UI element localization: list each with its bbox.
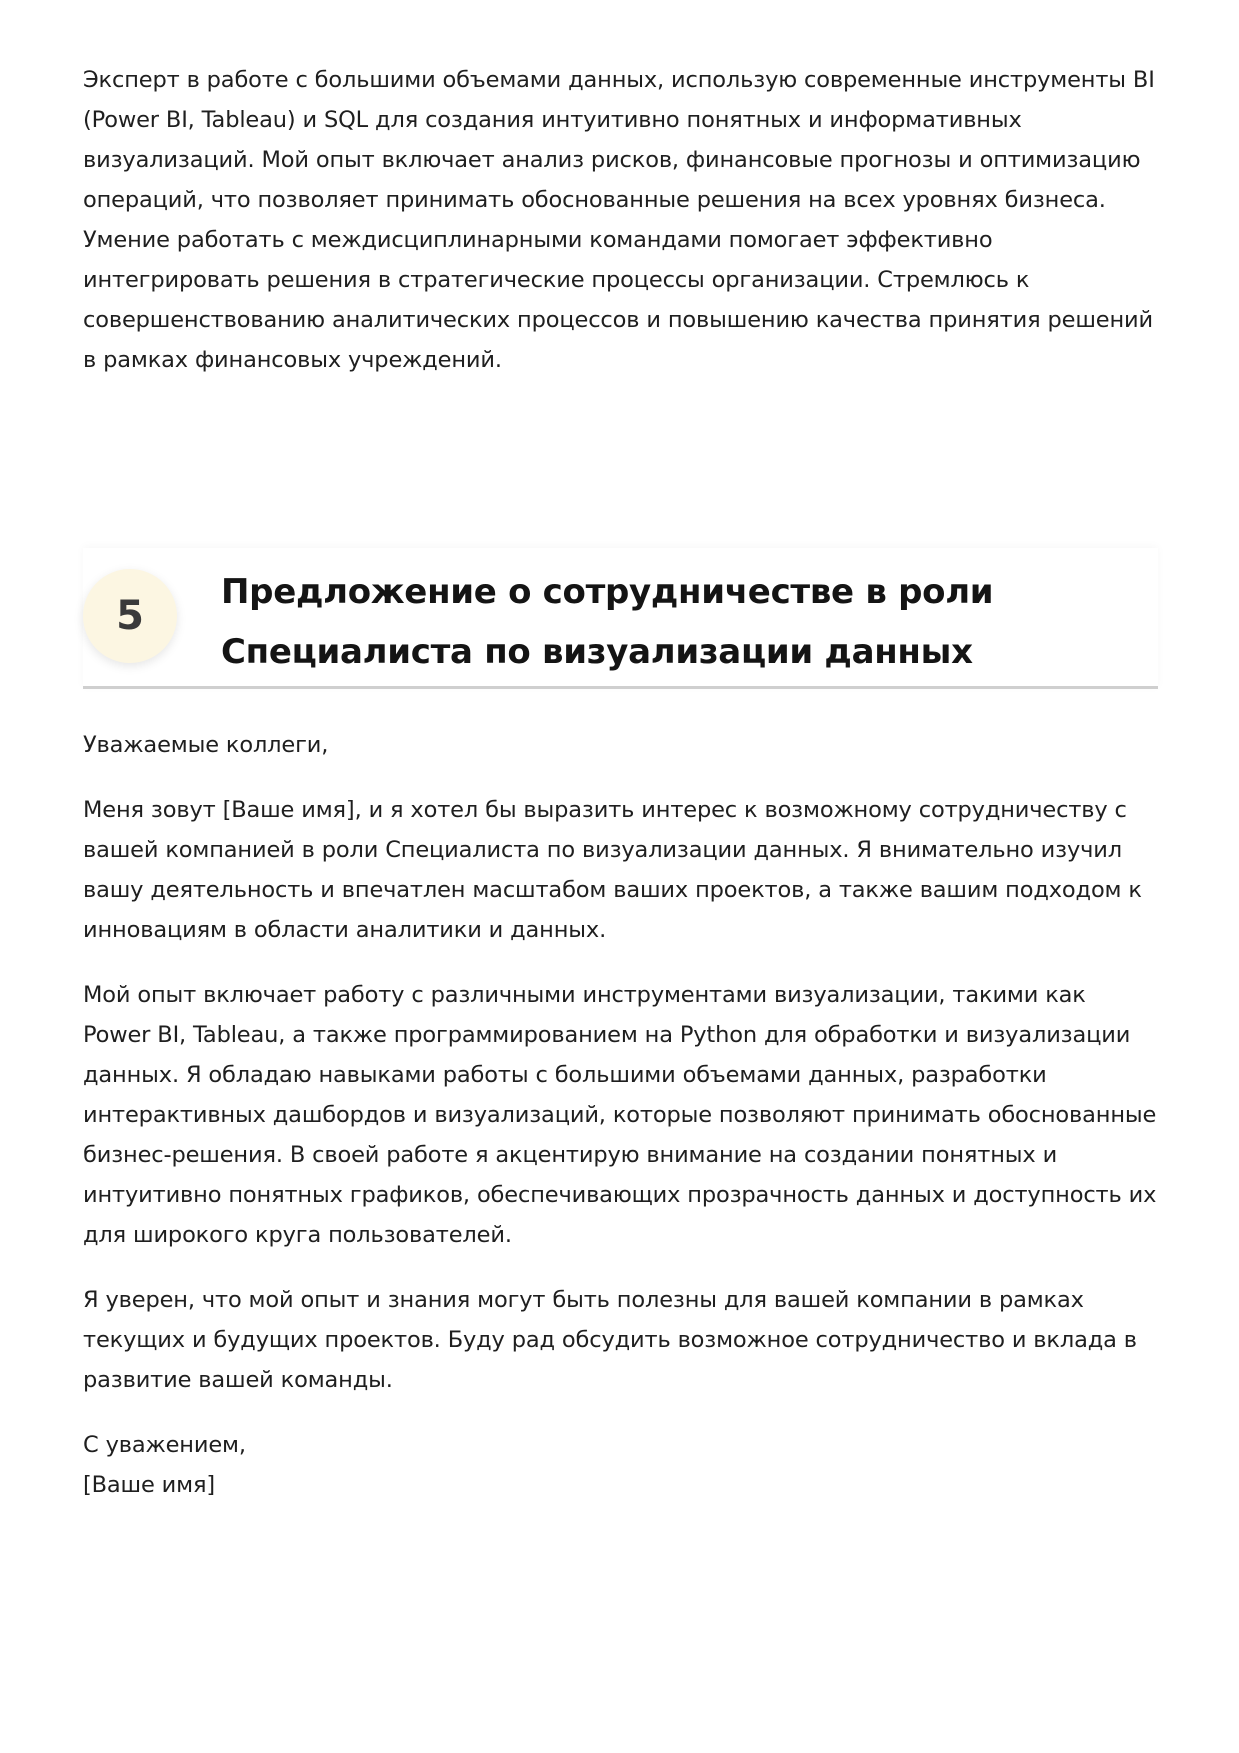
letter-paragraph: Меня зовут [Ваше имя], и я хотел бы выразить интерес к возможному сотрудничеству с вашей компанией в роли Специалиста по визуализации данных. Я внимательно изучил вашу деятельность и впечатлен масштабом ваших проектов, а также вашим подходом к инновациям в области аналитики и данных.: [83, 797, 1142, 943]
letter-greeting: Уважаемые коллеги,: [83, 732, 329, 758]
section-number-badge: 5: [83, 569, 177, 663]
letter-paragraph: Я уверен, что мой опыт и знания могут быть полезны для вашей компании в рамках текущих и будущих проектов. Буду рад обсудить возможное сотрудничество и вклада в развитие вашей команды.: [83, 1287, 1137, 1393]
intro-paragraph: Эксперт в работе с большими объемами данных, использую современные инструменты BI (Power BI, Tableau) и SQL для создания интуитивно понятных и информативных визуализаций. Мой опыт включает анализ рисков, финансовые прогнозы и оптимизацию операций, что позволяет принимать обоснованные решения на всех уровнях бизнеса. Умение работать с междисциплинарными командами помогает эффективно интегрировать решения в стратегические процессы организации. Стремлюсь к совершенствованию аналитических процессов и повышению качества принятия решений в рамках финансовых учреждений.: [83, 67, 1155, 373]
section-header: [83, 548, 1158, 689]
section-title: Предложение о сотрудничестве в роли Специалиста по визуализации данных: [221, 572, 994, 672]
letter-signature: [Ваше имя]: [83, 1472, 215, 1498]
letter-closing: С уважением,: [83, 1432, 246, 1458]
cover-letter: [83, 725, 1158, 1530]
letter-paragraph: Мой опыт включает работу с различными инструментами визуализации, такими как Power BI, Tableau, а также программированием на Python для обработки и визуализации данных. Я обладаю навыками работы с большими объемами данных, разработки интерактивных дашбордов и визуализаций, которые позволяют принимать обоснованные бизнес-решения. В своей работе я акцентирую внимание на создании понятных и интуитивно понятных графиков, обеспечивающих прозрачность данных и доступность их для широкого круга пользователей.: [83, 982, 1157, 1248]
letter-signoff: [83, 1425, 1158, 1505]
